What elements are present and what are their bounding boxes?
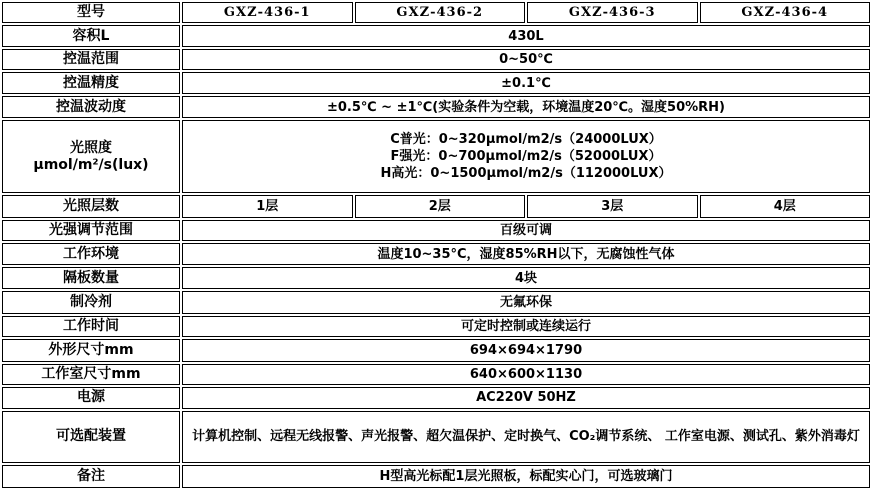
table-row-temp-fluctuation [2,96,870,119]
row-label-refrigerant: 制冷剂 [2,291,180,314]
table-row-shelves [2,267,870,290]
light-adjust-value: 百级可调 [182,220,870,241]
row-label-temp-range: 控温范围 [2,49,180,70]
illuminance-line-h: H高光：0~1500μmol/m2/s（112000LUX） [380,166,672,182]
row-label-volume: 容积L [2,25,180,46]
model-cell-4: GXZ-436-4 [700,2,871,23]
table-row-light-adjust [2,220,870,241]
row-label-environment: 工作环境 [2,243,180,264]
row-label-shelves: 隔板数量 [2,267,180,290]
light-layers-cell-2: 2层 [355,195,526,218]
model-cell-1: GXZ-436-1 [182,2,353,23]
model-cell-3: GXZ-436-3 [527,2,698,23]
table-row-light-layers [2,195,870,218]
remarks-value: H型高光标配1层光照板，标配实心门，可选玻璃门 [182,465,870,488]
volume-value: 430L [182,25,870,46]
table-row-temp-precision [2,72,870,93]
outer-size-value: 694×694×1790 [182,339,870,362]
table-row-remarks [2,465,870,488]
table-row-model [2,2,870,23]
table-row-temp-range [2,49,870,70]
table-row-work-time [2,316,870,337]
temp-fluctuation-value: ±0.5℃ ~ ±1℃(实验条件为空载，环境温度20℃。湿度50%RH) [182,96,870,119]
table-row-volume [2,25,870,46]
row-label-remarks: 备注 [2,465,180,488]
work-time-value: 可定时控制或连续运行 [182,316,870,337]
refrigerant-value: 无氟环保 [182,291,870,314]
illuminance-line-f: F强光：0~700μmol/m2/s（52000LUX） [390,149,662,165]
row-label-temp-precision: 控温精度 [2,72,180,93]
options-value: 计算机控制、远程无线报警、声光报警、超欠温保护、定时换气、CO₂调节系统、 工作室电源、测试孔、紫外消毒灯 [182,411,870,464]
temp-range-value: 0~50℃ [182,49,870,70]
chamber-size-value: 640×600×1130 [182,364,870,385]
row-label-temp-fluctuation: 控温波动度 [2,96,180,119]
table-row-power [2,387,870,408]
illuminance-value [182,120,870,193]
power-value: AC220V 50HZ [182,387,870,408]
row-label-options: 可选配装置 [2,411,180,464]
illuminance-label-line-2: μmol/m²/s(lux) [33,156,149,173]
light-layers-cell-4: 4层 [700,195,871,218]
environment-value: 温度10~35°C，湿度85%RH以下，无腐蚀性气体 [182,243,870,264]
illuminance-line-c: C普光：0~320μmol/m2/s（24000LUX） [390,132,662,148]
table-row-environment [2,243,870,264]
row-label-power: 电源 [2,387,180,408]
illuminance-label-line-1: 光照度 [70,139,112,156]
row-label-model: 型号 [2,2,180,23]
row-label-illuminance [2,120,180,193]
light-layers-cell-1: 1层 [182,195,353,218]
row-label-work-time: 工作时间 [2,316,180,337]
table-row-illuminance [2,120,870,193]
row-label-outer-size: 外形尺寸mm [2,339,180,362]
table-row-options [2,411,870,464]
table-row-refrigerant [2,291,870,314]
row-label-light-adjust: 光强调节范围 [2,220,180,241]
model-cell-2: GXZ-436-2 [355,2,526,23]
row-label-chamber-size: 工作室尺寸mm [2,364,180,385]
row-label-light-layers: 光照层数 [2,195,180,218]
table-row-outer-size [2,339,870,362]
light-layers-cell-3: 3层 [527,195,698,218]
shelves-value: 4块 [182,267,870,290]
temp-precision-value: ±0.1℃ [182,72,870,93]
table-row-chamber-size [2,364,870,385]
